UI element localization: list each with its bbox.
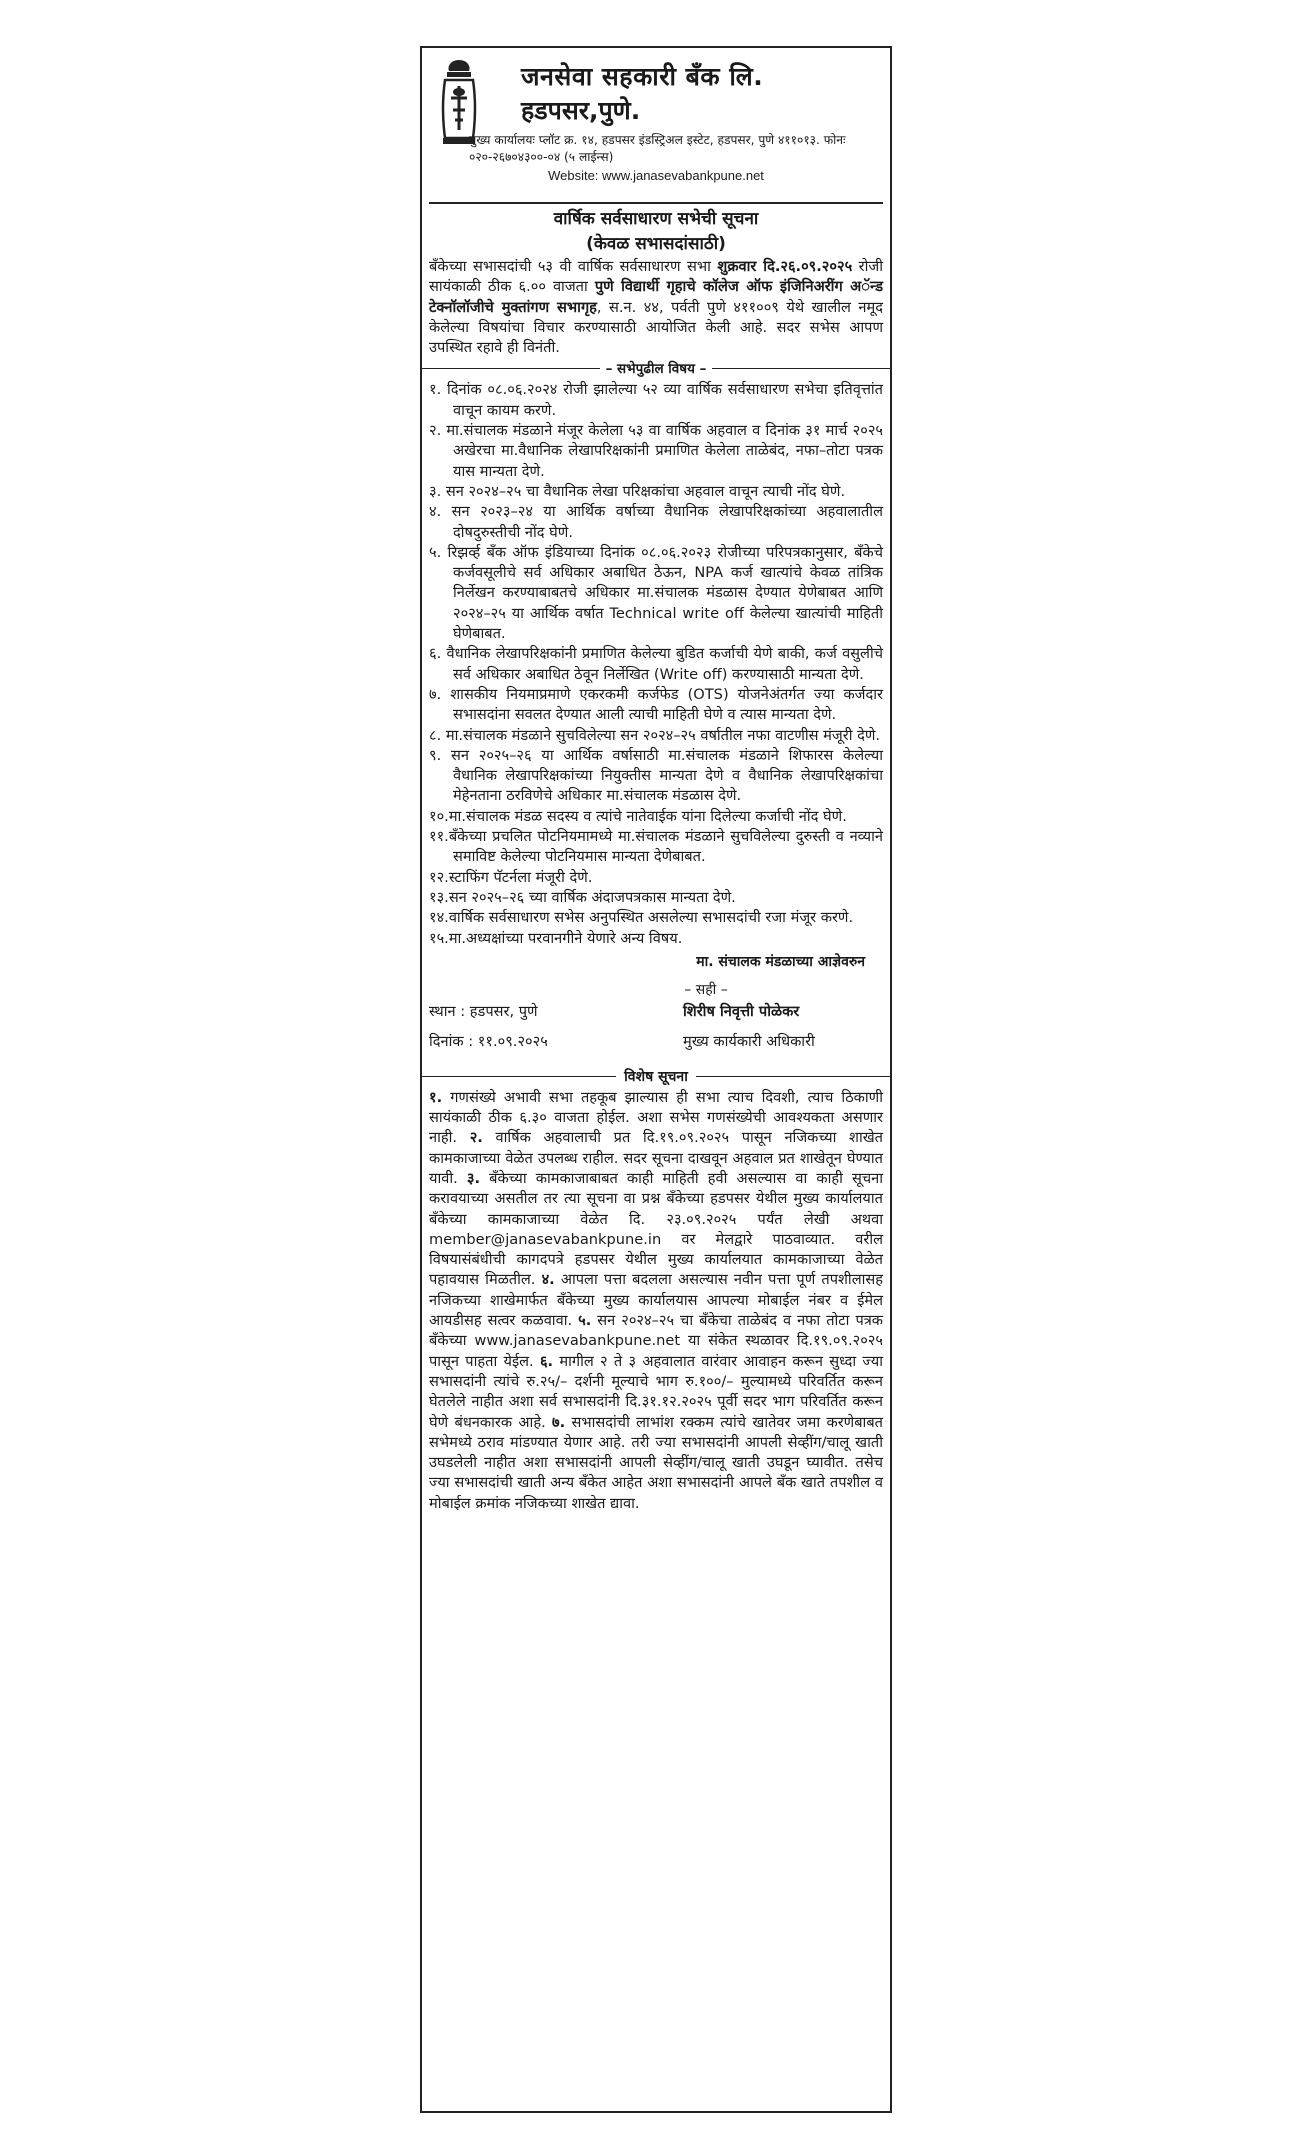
special-notes: १. गणसंख्ये अभावी सभा तहकूब झाल्यास ही सभा त्याच दिवशी, त्याच ठिकाणी सायंकाळी ठीक ६.३० वाजता होईल. अशा सभेस गणसंख्येची आवश्यकता असणार नाही. २. वार्षिक अहवालाची प्रत दि.१९.०९.२०२५ पासून नजिकच्या शाखेत कामकाजाच्या वेळेत उपलब्ध राहील. सदर सूचना दाखवून अहवाल प्रत शाखेतून घेण्यात यावी. ३. बँकेच्या कामकाजाबाबत काही माहिती हवी असल्यास वा काही सूचना करावयाच्या असतील तर त्या सूचना वा प्रश्न बँकेच्या हडपसर येथील मुख्य कार्यालयात बँकेच्या कामकाजाच्या वेळेत दि. २३.०९.२०२५ पर्यंत लेखी अथवा member@janasevabankpune.in वर मेलद्वारे पाठवाव्यात. वरील विषयासंबंधीची कागदपत्रे हडपसर येथील मुख्य कार्यालयात कामकाजाच्या वेळेत पहावयास मिळतील. ४. आपला पत्ता बदलला असल्यास नवीन पत्ता पूर्ण तपशीलासह नजिकच्या शाखेमार्फत बँकेच्या मुख्य कार्यालयास आपल्या मोबाईल नंबर व ईमेल आयडीसह सत्वर कळवावा. ५. सन २०२४–२५ चा बँकेचा ताळेबंद व नफा तोटा पत्रक बँकेच्या www.janasevabankpune.net या संकेत स्थळावर दि.१९.०९.२०२५ पासून पाहता येईल. ६. मागील २ ते ३ अहवालात वारंवार आवाहन करून सुध्दा ज्या सभासदांनी त्यांचे रु.२५/– दर्शनी मूल्याचे भाग रु.१००/– मुल्यामध्ये परिवर्तित करून घेतलेले नाहीत अशा सर्व सभासदांनी दि.३१.१२.२०२५ पूर्वी सदर भाग परिवर्तित करून घेणे बंधनकारक आहे. ७. सभासदांची लाभांश रक्कम त्यांचे खातेवर जमा करणेबाबत सभेमध्ये ठराव मांडण्यात येणार आहे. तरी ज्या सभासदांनी आपली सेव्हींग/चालू खाती उघडलेली नाहीत अशा सभासदांनी आपली सेव्हींग/चालू खाती उघडून घ्यावीत. तसेच ज्या सभासदांची खाती अन्य बँकेत आहेत अशा सभासदांनी आपले बँक खाते तपशील व मोबाईल क्रमांक नजिकच्या शाखेत द्यावा. [429, 1088, 883, 1512]
agenda-list [429, 380, 883, 948]
bank-city: हडपसर,पुणे. [521, 96, 641, 125]
list-item: ३. सन २०२४–२५ चा वैधानिक लेखा परिक्षकांचा अहवाल वाचून त्याची नोंद घेणे. [429, 482, 846, 500]
special-heading: विशेष सूचना [422, 1067, 890, 1086]
bank-website: Website: www.janasevabankpune.net [548, 168, 764, 183]
list-item: ४. सन २०२३–२४ या आर्थिक वर्षाच्या वैधानिक लेखापरिक्षकांच्या अहवालातील दोषदुरुस्तीची नोंद घेणे. [429, 503, 883, 541]
place-label: स्थान : हडपसर, पुणे [429, 1002, 538, 1020]
title-line-1: वार्षिक सर्वसाधारण सभेची सूचना [553, 209, 759, 229]
list-item: १०.मा.संचालक मंडळ सदस्य व त्यांचे नातेवाईक यांना दिलेल्या कर्जाची नोंद घेणे. [429, 807, 847, 825]
signature-row [429, 1001, 883, 1023]
date-label: दिनांक : ११.०९.२०२५ [429, 1032, 548, 1050]
bank-address: मुख्य कार्यालयः प्लॉट क्र. १४, हडपसर इंडस्ट्रिअल इस्टेट, हडपसर, पुणे ४११०१३. फोनः ०२०-२६७०४३००-०४ (५ लाईन्स) [469, 133, 846, 164]
date-row [429, 1031, 883, 1053]
list-item: ६. वैधानिक लेखापरिक्षकांनी प्रमाणित केलेल्या बुडित कर्जाची येणे बाकी, कर्ज वसुलीचे सर्व अधिकार अबाधित ठेवून निर्लेखित (Write off) करण्यासाठी मान्यता देणे. [429, 645, 883, 683]
list-item: १. दिनांक ०८.०६.२०२४ रोजी झालेल्या ५२ व्या वार्षिक सर्वसाधारण सभेचा इतिवृत्तांत वाचून कायम करणे. [429, 381, 883, 419]
bank-name: जनसेवा सहकारी बँक लि. [521, 62, 764, 91]
list-item: ८. मा.संचालक मंडळाने सुचविलेल्या सन २०२४–२५ वर्षातील नफा वाटणीस मंजूरी देणे. [429, 726, 881, 744]
notice-title [429, 207, 883, 257]
list-item: ९. सन २०२५–२६ या आर्थिक वर्षासाठी मा.संचालक मंडळाने शिफारस केलेल्या वैधानिक लेखापरिक्षकांच्या नियुक्तीस मान्यता देणे व वैधानिक लेखापरिक्षकांचा मेहेनताना ठरविणेचे अधिकार मा.संचालक मंडळास देणे. [429, 746, 883, 805]
agenda-heading: – सभेपुढील विषय – [422, 359, 890, 377]
signatory-name: शिरीष निवृत्ती पोळेकर [683, 1002, 800, 1020]
list-item: १३.सन २०२५–२६ च्या वार्षिक अंदाजपत्रकास मान्यता देणे. [429, 888, 736, 906]
list-item: ७. शासकीय नियमाप्रमाणे एकरकमी कर्जफेड (OTS) योजनेअंतर्गत ज्या कर्जदार सभासदांना सवलत देण्यात आली त्याची माहिती घेणे व त्यास मान्यता देणे. [429, 685, 883, 724]
intro-paragraph: बँकेच्या सभासदांची ५३ वी वार्षिक सर्वसाधारण सभा शुक्रवार दि.२६.०९.२०२५ रोजी सायंकाळी ठीक ६.०० वाजता पुणे विद्यार्थी गृहाचे कॉलेज ऑफ इंजिनिअरींग अॅन्ड टेक्नॉलॉजीचे मुक्तांगण सभागृह, स.न. ४४, पर्वती पुणे ४११००९ येथे खालील नमूद केलेल्या विषयांचा विचार करण्यासाठी आयोजित केली आहे. सदर सभेस आपण उपस्थित रहावे ही विनंती. [429, 258, 884, 357]
list-item: १२.स्टाफिंग पॅटर्नला मंजूरी देणे. [429, 868, 593, 886]
agm-notice [420, 46, 892, 2113]
title-line-2: (केवळ सभासदांसाठी) [586, 234, 726, 254]
designation: मुख्य कार्यकारी अधिकारी [683, 1032, 815, 1050]
list-item: २. मा.संचालक मंडळाने मंजूर केलेला ५३ वा वार्षिक अहवाल व दिनांक ३१ मार्च २०२५ अखेरचा मा.वैधानिक लेखापरिक्षकांनी प्रमाणित केलेला ताळेबंद, नफा–तोटा पत्रक यास मान्यता देणे. [429, 422, 883, 480]
list-item: १५.मा.अध्यक्षांच्या परवानगीने येणारे अन्य विषय. [429, 929, 683, 947]
signature-mark: – सही – [684, 981, 728, 998]
by-order-line: मा. संचालक मंडळाच्या आज्ञेवरुन [696, 953, 865, 970]
list-item: ११.बँकेच्या प्रचलित पोटनियमामध्ये मा.संचालक मंडळाने सुचविलेल्या दुरुस्ती व नव्याने समाविष्ट केलेल्या पोटनियमास मान्यता देणेबाबत. [429, 828, 883, 866]
list-item: ५. रिझर्व्ह बँक ऑफ इंडियाच्या दिनांक ०८.०६.२०२३ रोजीच्या परिपत्रकानुसार, बँकेचे कर्जवसूलीचे सर्व अधिकार अबाधित ठेऊन, NPA कर्ज खात्यांचे केवळ तांत्रिक निर्लेखन करण्याबाबतचे अधिकार मा.संचालक मंडळास देण्यात येणेबाबत आणि २०२४–२५ या आर्थिक वर्षात Technical write off केलेल्या खात्यांची माहिती घेणेबाबत. [429, 543, 883, 643]
list-item: १४.वार्षिक सर्वसाधारण सभेस अनुपस्थित असलेल्या सभासदांची रजा मंजूर करणे. [429, 909, 854, 927]
bank-header [429, 48, 883, 204]
